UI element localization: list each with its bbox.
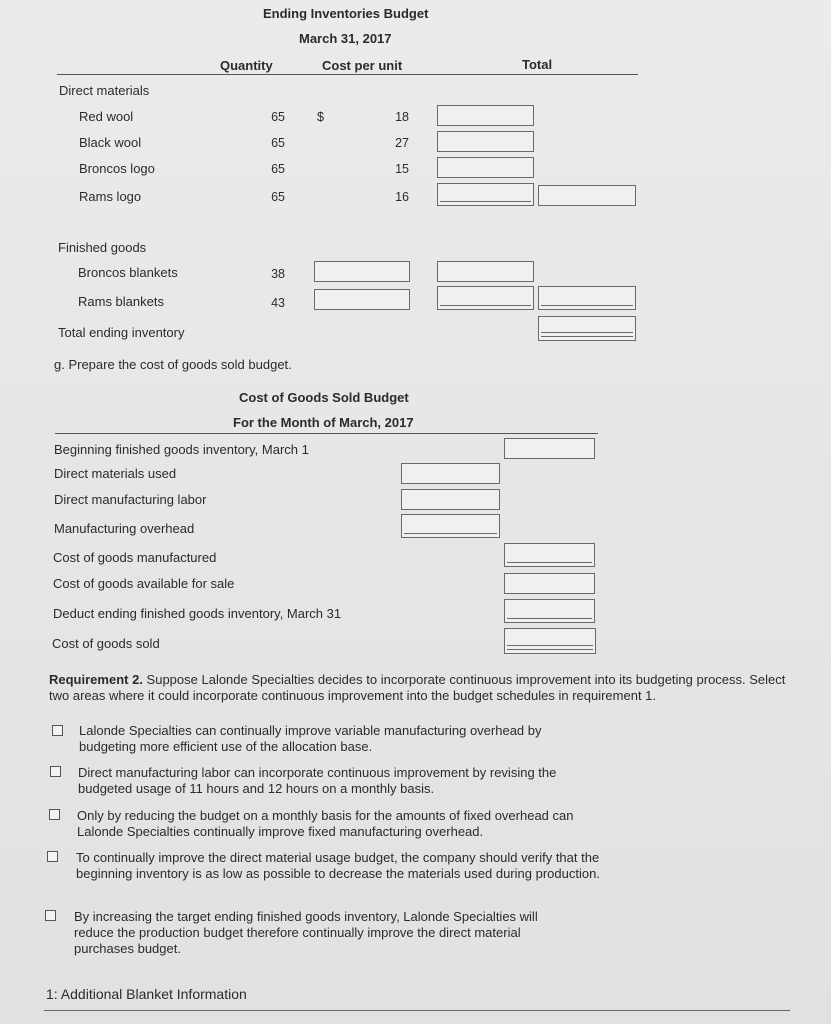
option-checkbox[interactable] [50, 766, 61, 777]
cogs-row-label: Deduct ending finished goods inventory, March 31 [53, 606, 342, 621]
cogs-row-label: Direct manufacturing labor [54, 492, 207, 507]
material-name: Broncos logo [79, 161, 155, 176]
material-name: Red wool [79, 109, 134, 124]
material-qty: 65 [271, 110, 285, 124]
material-name: Black wool [79, 135, 142, 150]
col-cost-per-unit-header: Cost per unit [322, 58, 403, 73]
cogs-row-label: Cost of goods available for sale [53, 576, 235, 591]
cost-of-goods-sold-input[interactable] [504, 628, 596, 654]
cost-of-goods-available-input[interactable] [504, 573, 595, 594]
rams-blankets-total-input[interactable] [437, 286, 534, 310]
rams-logo-total-input[interactable] [437, 183, 534, 206]
part-g-prompt: g. Prepare the cost of goods sold budget. [54, 357, 292, 372]
rams-blankets-cost-input[interactable] [314, 289, 410, 310]
deduct-ending-fg-inventory-input[interactable] [504, 599, 595, 623]
red-wool-total-input[interactable] [437, 105, 534, 126]
option-checkbox[interactable] [49, 809, 60, 820]
cogs-period: For the Month of March, 2017 [233, 415, 414, 430]
direct-materials-used-input[interactable] [401, 463, 500, 484]
requirement-2-label: Requirement 2. [49, 672, 143, 687]
finished-name: Broncos blankets [78, 265, 178, 280]
finished-goods-total-input[interactable] [538, 286, 636, 310]
finished-goods-label: Finished goods [58, 240, 147, 255]
footer-rule [44, 1010, 790, 1011]
option-checkbox[interactable] [47, 851, 58, 862]
material-cost: 27 [395, 136, 409, 150]
col-total-header: Total [522, 57, 553, 72]
option-checkbox[interactable] [45, 910, 56, 921]
direct-materials-label: Direct materials [59, 83, 150, 98]
cogs-row-label: Manufacturing overhead [54, 521, 195, 536]
cogs-row-label: Cost of goods sold [52, 636, 160, 651]
broncos-blankets-total-input[interactable] [437, 261, 534, 282]
material-qty: 65 [271, 190, 285, 204]
col-quantity-header: Quantity [220, 58, 273, 73]
material-cost: 15 [395, 162, 409, 176]
material-qty: 65 [271, 136, 285, 150]
material-cost: 18 [395, 110, 409, 124]
finished-qty: 43 [271, 296, 285, 310]
cogs-row-label: Cost of goods manufactured [53, 550, 217, 565]
black-wool-total-input[interactable] [437, 131, 534, 152]
manufacturing-overhead-input[interactable] [401, 514, 500, 538]
requirement-2-body: Suppose Lalonde Specialties decides to incorporate continuous improvement into its budgeting process. Select two areas where it could incorporate continuous improvement into the budget schedules in requirement 1. [49, 672, 786, 703]
additional-info-tab[interactable]: 1: Additional Blanket Information [46, 986, 247, 1002]
cogs-row-label: Direct materials used [54, 466, 177, 481]
option-text: Only by reducing the budget on a monthly basis for the amounts of fixed overhead can Lalonde Specialties continually improve fixed manufacturing overhead. [77, 808, 574, 839]
option-text: To continually improve the direct material usage budget, the company should verify that the beginning inventory is as low as possible to decrease the materials used during production. [76, 850, 600, 881]
cost-of-goods-manufactured-input[interactable] [504, 543, 595, 567]
requirement-2-text [49, 672, 789, 704]
option-text: By increasing the target ending finished goods inventory, Lalonde Specialties will reduce the production budget therefore continually improve the direct material purchases budget. [74, 909, 538, 956]
cogs-row-label: Beginning finished goods inventory, March 1 [54, 442, 309, 457]
option-checkbox[interactable] [52, 725, 63, 736]
material-name: Rams logo [79, 189, 142, 204]
broncos-blankets-cost-input[interactable] [314, 261, 410, 282]
dollar-sign: $ [317, 110, 324, 124]
option-text: Lalonde Specialties can continually improve variable manufacturing overhead by budgeting more efficient use of the allocation base. [79, 723, 542, 754]
material-cost: 16 [395, 190, 409, 204]
total-ending-inventory-label: Total ending inventory [58, 325, 185, 340]
ending-inventories-title: Ending Inventories Budget [263, 6, 429, 21]
total-ending-inventory-input[interactable] [538, 316, 636, 341]
cogs-title: Cost of Goods Sold Budget [239, 390, 409, 405]
header-rule [57, 74, 638, 75]
ending-inventories-date: March 31, 2017 [299, 31, 392, 46]
direct-materials-total-input[interactable] [538, 185, 636, 206]
cogs-header-rule [55, 433, 598, 434]
direct-manufacturing-labor-input[interactable] [401, 489, 500, 510]
material-qty: 65 [271, 162, 285, 176]
finished-qty: 38 [271, 267, 285, 281]
broncos-logo-total-input[interactable] [437, 157, 534, 178]
finished-name: Rams blankets [78, 294, 164, 309]
beginning-fg-inventory-input[interactable] [504, 438, 595, 459]
option-text: Direct manufacturing labor can incorporate continuous improvement by revising the budgeted usage of 11 hours and 12 hours on a monthly basis. [78, 765, 557, 796]
